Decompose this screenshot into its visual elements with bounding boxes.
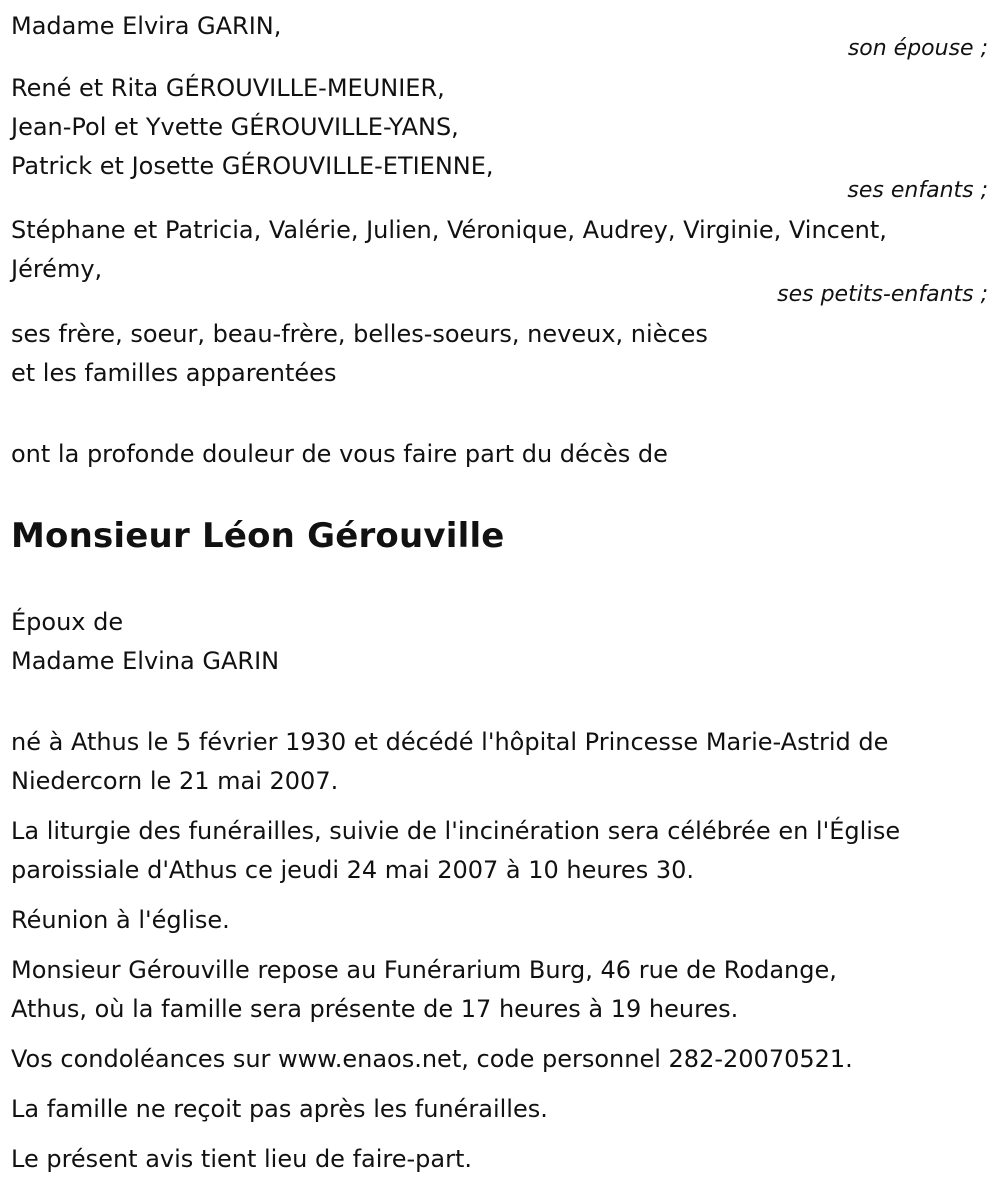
relatives-section xyxy=(11,315,988,393)
funeral-service-paragraph xyxy=(11,812,988,890)
condolences-paragraph xyxy=(11,1040,988,1079)
grandchildren-section xyxy=(11,211,988,289)
paragraph-line: Athus, où la famille sera présente de 17 heures à 19 heures. xyxy=(11,995,739,1023)
grandchildren-role-label: ses petits-enfants ; xyxy=(777,282,988,307)
birth-death-paragraph xyxy=(11,723,988,801)
relatives-line: ses frère, soeur, beau-frère, belles-soeurs, neveux, nièces xyxy=(11,320,708,348)
spouse-of-name: Madame Elvina GARIN xyxy=(11,647,280,675)
paragraph-line: Niedercorn le 21 mai 2007. xyxy=(11,767,339,795)
no-reception-paragraph xyxy=(11,1090,988,1129)
paragraph-line: Vos condoléances sur www.enaos.net, code personnel 282-20070521. xyxy=(11,1045,853,1073)
funerarium-paragraph xyxy=(11,951,988,1029)
spouse-section xyxy=(11,7,988,46)
paragraph-line: paroissiale d'Athus ce jeudi 24 mai 2007 à 10 heures 30. xyxy=(11,856,694,884)
paragraph-line: Réunion à l'église. xyxy=(11,906,230,934)
spouse-of-section xyxy=(11,603,988,681)
paragraph-line: Monsieur Gérouville repose au Funérarium Burg, 46 rue de Rodange, xyxy=(11,956,837,984)
child-line: Patrick et Josette GÉROUVILLE-ETIENNE, xyxy=(11,152,494,180)
child-line: Jean-Pol et Yvette GÉROUVILLE-YANS, xyxy=(11,113,459,141)
children-role-label: ses enfants ; xyxy=(847,178,988,203)
child-line: René et Rita GÉROUVILLE-MEUNIER, xyxy=(11,74,445,102)
paragraph-line: né à Athus le 5 février 1930 et décédé l'hôpital Princesse Marie-Astrid de xyxy=(11,728,889,756)
relatives-line: et les familles apparentées xyxy=(11,359,337,387)
children-section xyxy=(11,69,988,186)
meeting-paragraph xyxy=(11,901,988,940)
closing-paragraph xyxy=(11,1140,988,1179)
paragraph-line: La liturgie des funérailles, suivie de l'incinération sera célébrée en l'Église xyxy=(11,817,901,845)
deceased-heading xyxy=(11,516,988,556)
spouse-of-label: Époux de xyxy=(11,608,124,636)
announcement xyxy=(11,435,988,474)
spouse-name: Madame Elvira GARIN, xyxy=(11,12,282,40)
children-role xyxy=(847,179,988,203)
announcement-text: ont la profonde douleur de vous faire part du décès de xyxy=(11,440,668,468)
spouse-role-label: son épouse ; xyxy=(847,36,988,61)
grandchildren-line: Stéphane et Patricia, Valérie, Julien, Véronique, Audrey, Virginie, Vincent, xyxy=(11,216,887,244)
paragraph-line: Le présent avis tient lieu de faire-part. xyxy=(11,1145,473,1173)
grandchildren-line: Jérémy, xyxy=(11,255,103,283)
paragraph-line: La famille ne reçoit pas après les funérailles. xyxy=(11,1095,548,1123)
deceased-name: Monsieur Léon Gérouville xyxy=(11,516,505,556)
spouse-role xyxy=(848,37,988,61)
details-section xyxy=(11,723,988,1179)
grandchildren-role xyxy=(777,283,988,307)
